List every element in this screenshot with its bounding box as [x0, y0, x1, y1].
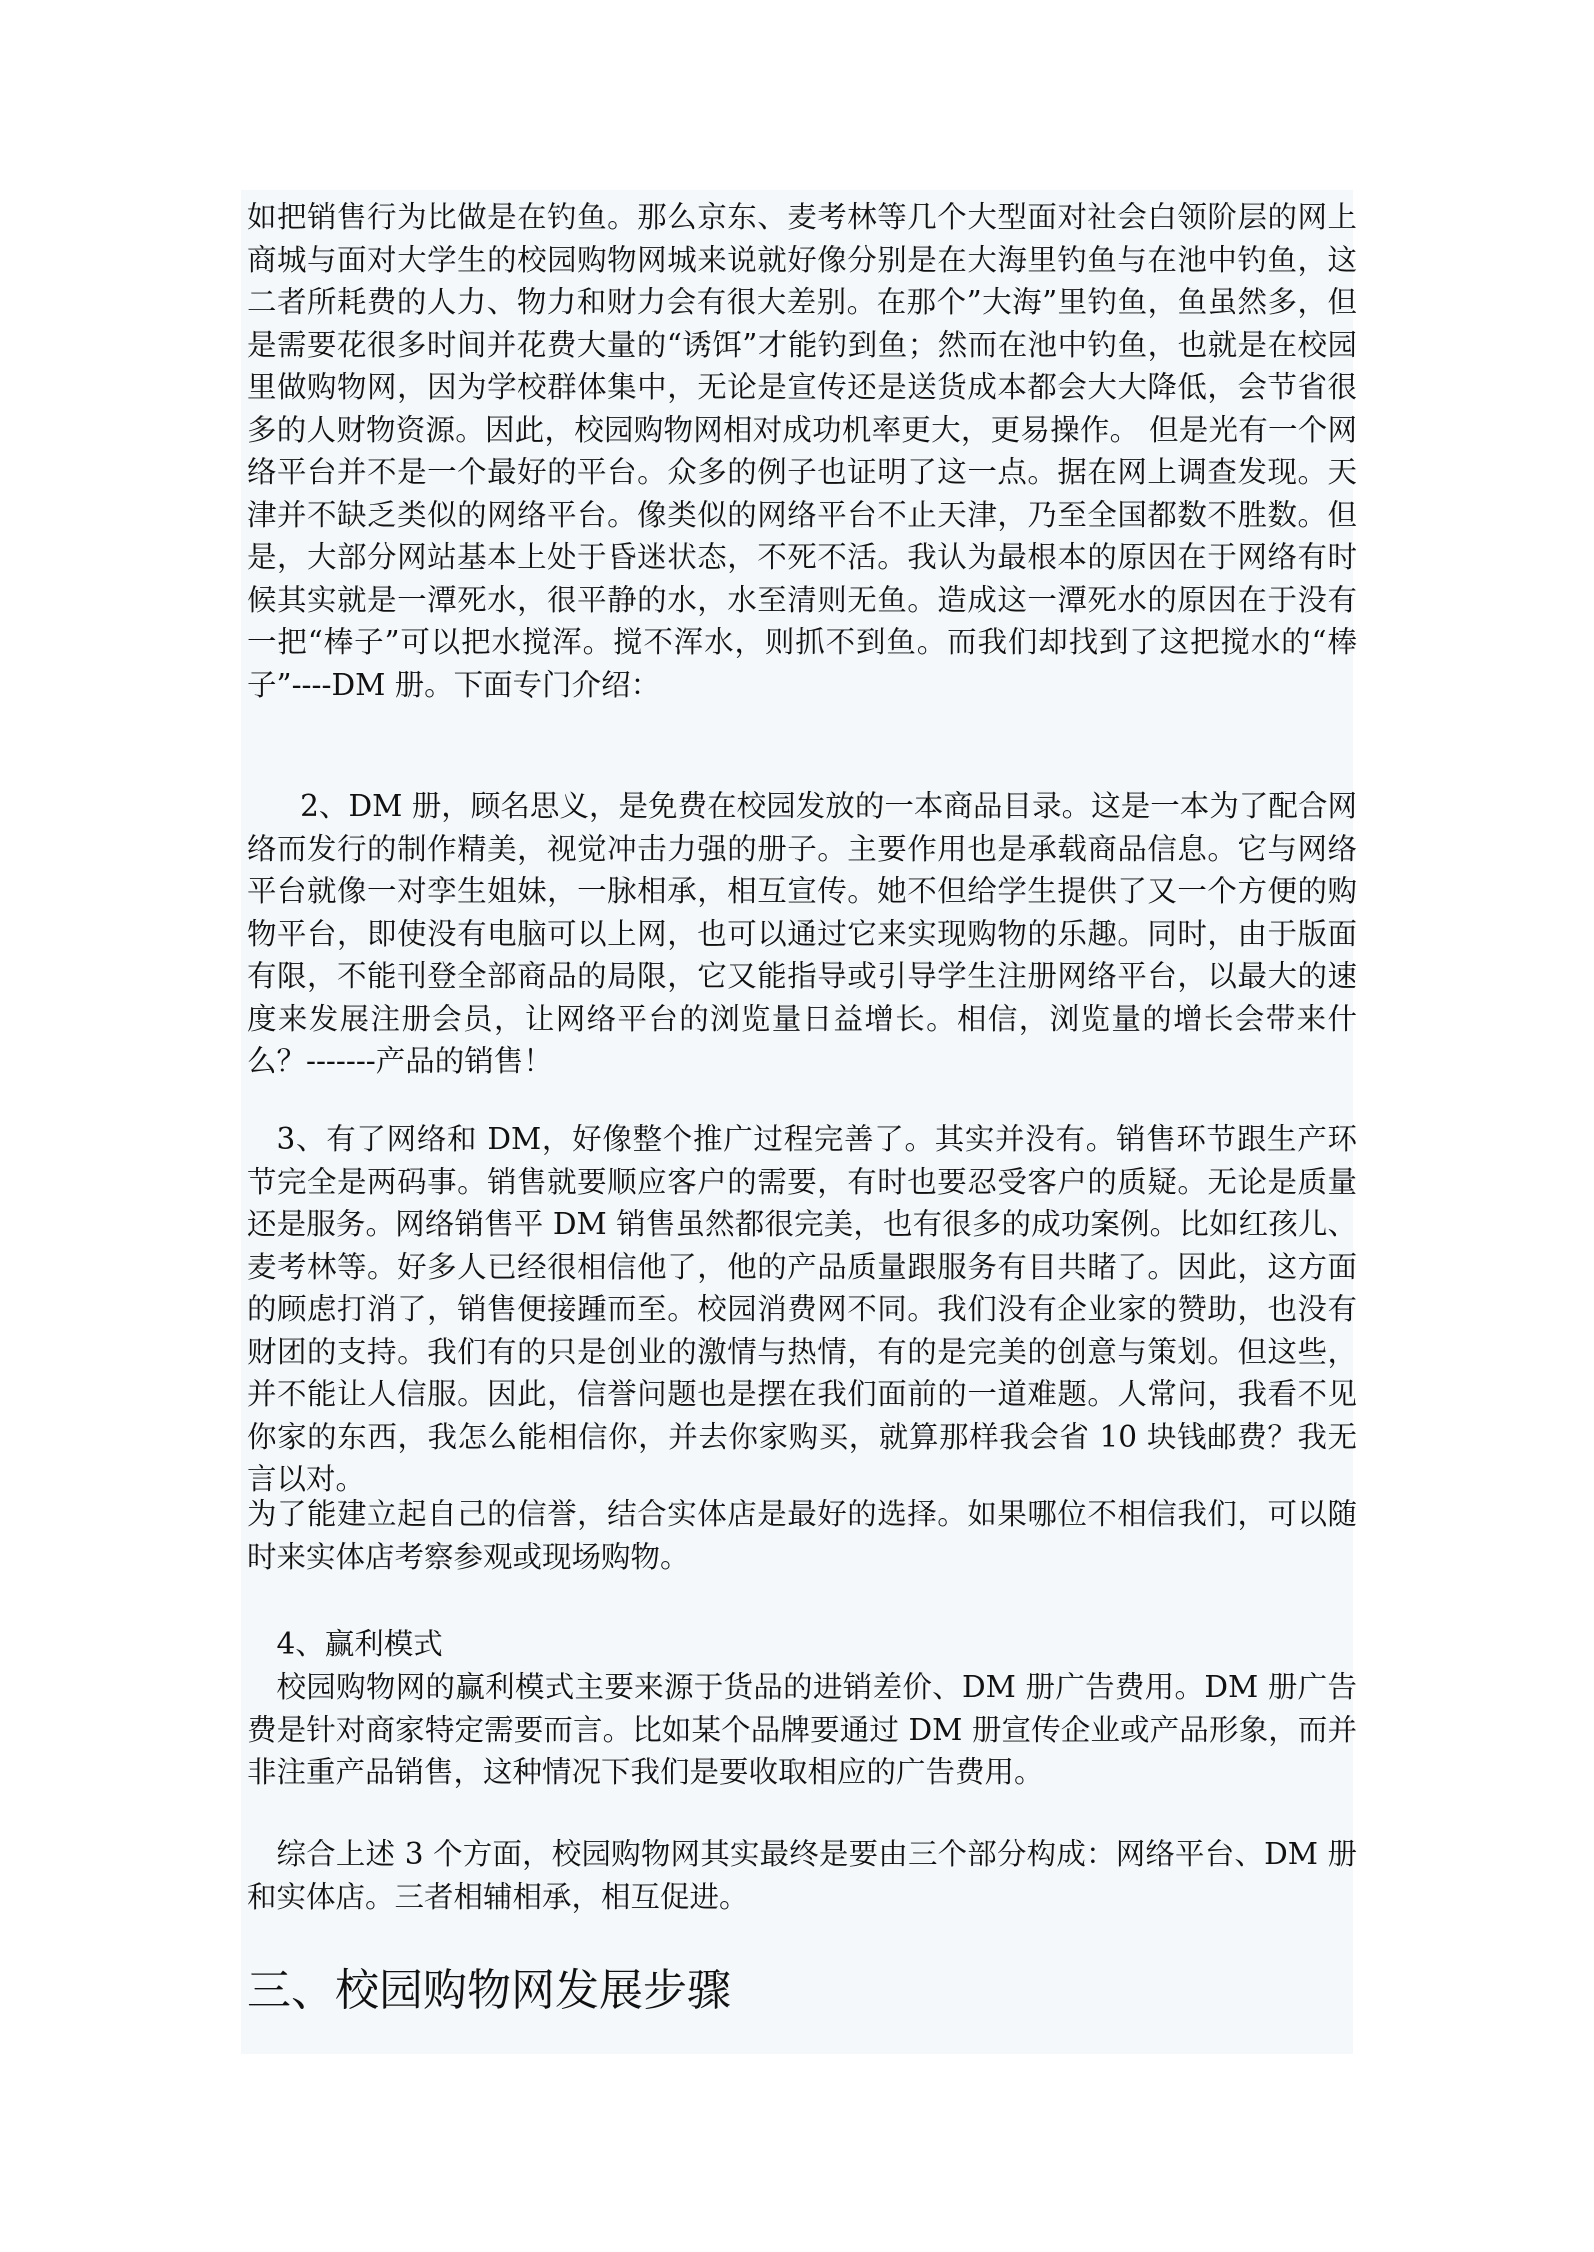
paragraph-profit-model: 校园购物网的赢利模式主要来源于货品的进销差价、DM 册广告费用。DM 册广告费是针对商家特定需要而言。比如某个品牌要通过 DM 册宣传企业或产品形象，而并非注重产品销售，这种情况下我们是要收取相应的广告费用。 [247, 1670, 1357, 1789]
paragraph-sales-trust: 3、有了网络和 DM，好像整个推广过程完善了。其实并没有。销售环节跟生产环节完全是两码事。销售就要顺应客户的需要，有时也要忍受客户的质疑。无论是质量还是服务。网络销售平 DM 销售虽然都很完美，也有很多的成功案例。比如红孩儿、麦考林等。好多人已经很相信他了，他的产品质量跟服务有目共睹了。因此，这方面的顾虑打消了，销售便接踵而至。校园消费网不同。我们没有企业家的赞助，也没有财团的支持。我们有的只是创业的激情与热情，有的是完美的创意与策划。但这些，并不能让人信服。因此，信誉问题也是摆在我们面前的一道难题。人常问，我看不见你家的东西，我怎么能相信你，并去你家购买，就算那样我会省 10 块钱邮费？我无言以对。 [247, 1122, 1357, 1496]
paragraph-physical-store: 为了能建立起自己的信誉，结合实体店是最好的选择。如果哪位不相信我们，可以随时来实体店考察参观或现场购物。 [247, 1497, 1357, 1574]
paragraph-dm-booklet: 2、DM 册，顾名思义，是免费在校园发放的一本商品目录。这是一本为了配合网络而发行的制作精美，视觉冲击力强的册子。主要作用也是承载商品信息。它与网络平台就像一对孪生姐妹，一脉相承，相互宣传。她不但给学生提供了又一个方便的购物平台，即使没有电脑可以上网，也可以通过它来实现购物的乐趣。同时，由于版面有限，不能刊登全部商品的局限，它又能指导或引导学生注册网络平台，以最大的速度来发展注册会员，让网络平台的浏览量日益增长。相信，浏览量的增长会带来什么？-------产品的销售！ [247, 789, 1357, 1078]
section-heading-development-steps: 三、校园购物网发展步骤 [247, 1965, 731, 2016]
section-title-profit-model: 4、赢利模式 [276, 1627, 443, 1661]
paragraph-summary: 综合上述 3 个方面，校园购物网其实最终是要由三个部分构成：网络平台、DM 册和实体店。三者相辅相承，相互促进。 [247, 1837, 1357, 1914]
paragraph-fishing-analogy: 如把销售行为比做是在钓鱼。那么京东、麦考林等几个大型面对社会白领阶层的网上商城与面对大学生的校园购物网城来说就好像分别是在大海里钓鱼与在池中钓鱼，这二者所耗费的人力、物力和财力会有很大差别。在那个”大海”里钓鱼，鱼虽然多，但是需要花很多时间并花费大量的“诱饵”才能钓到鱼；然而在池中钓鱼，也就是在校园里做购物网，因为学校群体集中，无论是宣传还是送货成本都会大大降低，会节省很多的人财物资源。因此，校园购物网相对成功机率更大，更易操作。 但是光有一个网络平台并不是一个最好的平台。众多的例子也证明了这一点。据在网上调查发现。天津并不缺乏类似的网络平台。像类似的网络平台不止天津，乃至全国都数不胜数。但是，大部分网站基本上处于昏迷状态，不死不活。我认为最根本的原因在于网络有时候其实就是一潭死水，很平静的水，水至清则无鱼。造成这一潭死水的原因在于没有一把“棒子”可以把水搅浑。搅不浑水，则抓不到鱼。而我们却找到了这把搅水的“棒子”----DM 册。下面专门介绍： [247, 200, 1357, 702]
